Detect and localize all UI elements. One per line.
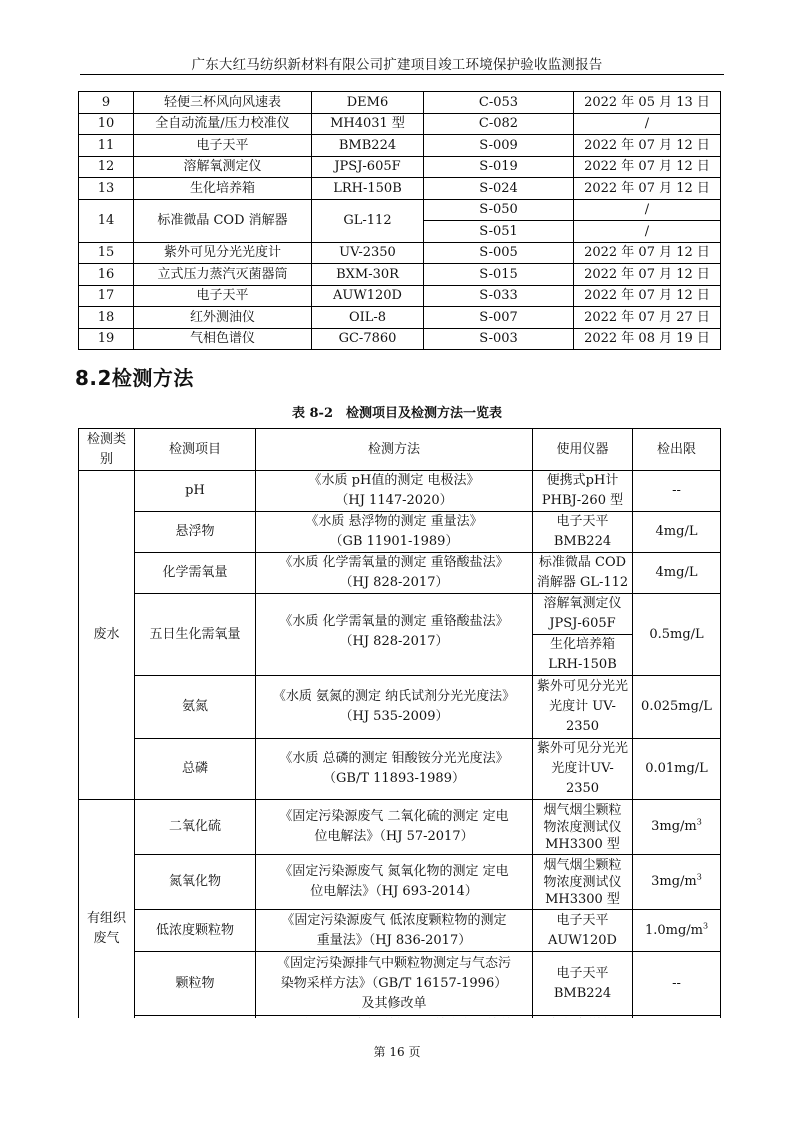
table-header-row bbox=[79, 429, 721, 471]
instrument-cell: 电子天平 AUW120D bbox=[533, 910, 633, 952]
instrument-cell: 电子天平 BMB224 bbox=[533, 512, 633, 553]
table-row bbox=[79, 855, 721, 910]
page-bottom-margin bbox=[0, 1018, 794, 1123]
calibration-date-cell: 2022 年 07 月 12 日 bbox=[574, 242, 721, 264]
equipment-id-cell: S-033 bbox=[424, 285, 574, 307]
limit-cell: $1.0mg/m^3$ bbox=[633, 910, 721, 952]
table-row bbox=[79, 328, 721, 350]
page-number: 第 16 页 bbox=[373, 1045, 421, 1059]
table-row bbox=[79, 285, 721, 307]
table-row bbox=[79, 156, 721, 178]
method-cell: 《水质 氨氮的测定 纳氏试剂分光光度法》 （HJ 535-2009） bbox=[256, 676, 533, 739]
model-cell: OIL-8 bbox=[312, 307, 424, 329]
item-cell: 颗粒物 bbox=[135, 952, 256, 1016]
calibration-date-cell: 2022 年 08 月 19 日 bbox=[574, 328, 721, 350]
row-number-cell: 14 bbox=[79, 199, 134, 242]
method-cell: 《固定污染源废气 低浓度颗粒物的测定 重量法》（HJ 836-2017） bbox=[256, 910, 533, 952]
row-number-cell: 12 bbox=[79, 156, 134, 178]
limit-cell: 4mg/L bbox=[633, 512, 721, 553]
calibration-date-cell: 2022 年 07 月 12 日 bbox=[574, 135, 721, 157]
equipment-id-cell: S-005 bbox=[424, 242, 574, 264]
equipment-id-cell: S-009 bbox=[424, 135, 574, 157]
equipment-id-cell: S-019 bbox=[424, 156, 574, 178]
limit-cell: 4mg/L bbox=[633, 553, 721, 594]
row-number-cell: 13 bbox=[79, 178, 134, 200]
table-row bbox=[79, 199, 721, 221]
model-cell: JPSJ-605F bbox=[312, 156, 424, 178]
item-cell: 低浓度颗粒物 bbox=[135, 910, 256, 952]
instrument-cell: 烟气烟尘颗粒 物浓度测试仪 MH3300 型 bbox=[533, 855, 633, 910]
calibration-date-cell: 2022 年 07 月 12 日 bbox=[574, 178, 721, 200]
instrument-cell: 便携式pH计 PHBJ-260 型 bbox=[533, 471, 633, 512]
table-row bbox=[79, 512, 721, 553]
table-row bbox=[79, 178, 721, 200]
row-number-cell: 11 bbox=[79, 135, 134, 157]
table-row bbox=[79, 676, 721, 739]
model-cell: DEM6 bbox=[312, 92, 424, 114]
header-divider bbox=[80, 74, 724, 75]
limit-cell: -- bbox=[633, 471, 721, 512]
instrument-cell: 溶解氧测定仪 JPSJ-605F bbox=[533, 594, 633, 635]
equipment-id-cell: C-082 bbox=[424, 113, 574, 135]
table-row bbox=[79, 594, 721, 635]
row-number-cell: 15 bbox=[79, 242, 134, 264]
table-row bbox=[79, 952, 721, 1016]
model-cell: GC-7860 bbox=[312, 328, 424, 350]
method-cell: 《固定污染源排气中颗粒物测定与气态污 染物采样方法》（GB/T 16157-1996） 及其修改单 bbox=[256, 952, 533, 1016]
item-cell: pH bbox=[135, 471, 256, 512]
header-item: 检测项目 bbox=[135, 429, 256, 471]
equipment-name-cell: 立式压力蒸汽灭菌器筒 bbox=[134, 264, 312, 286]
item-cell: 悬浮物 bbox=[135, 512, 256, 553]
table-row bbox=[79, 264, 721, 286]
equipment-name-cell: 生化培养箱 bbox=[134, 178, 312, 200]
header-category: 检测类别 bbox=[79, 429, 135, 471]
method-cell: 《水质 总磷的测定 钼酸铵分光光度法》 （GB/T 11893-1989） bbox=[256, 739, 533, 800]
limit-cell: 0.01mg/L bbox=[633, 739, 721, 800]
calibration-date-cell: 2022 年 07 月 12 日 bbox=[574, 264, 721, 286]
method-cell: 《固定污染源废气 氮氧化物的测定 定电 位电解法》（HJ 693-2014） bbox=[256, 855, 533, 910]
equipment-name-cell: 紫外可见分光光度计 bbox=[134, 242, 312, 264]
row-number-cell: 19 bbox=[79, 328, 134, 350]
limit-cell: $3mg/m^3$ bbox=[633, 855, 721, 910]
model-cell: UV-2350 bbox=[312, 242, 424, 264]
calibration-date-cell: 2022 年 05 月 13 日 bbox=[574, 92, 721, 114]
limit-cell: 0.5mg/L bbox=[633, 594, 721, 676]
methods-table bbox=[78, 428, 721, 1058]
table-row bbox=[79, 113, 721, 135]
equipment-id-cell: S-050 bbox=[424, 199, 574, 221]
item-cell: 化学需氧量 bbox=[135, 553, 256, 594]
header-limit: 检出限 bbox=[633, 429, 721, 471]
equipment-name-cell: 全自动流量/压力校准仪 bbox=[134, 113, 312, 135]
equipment-id-cell: S-024 bbox=[424, 178, 574, 200]
equipment-name-cell: 电子天平 bbox=[134, 135, 312, 157]
method-cell: 《固定污染源废气 二氧化硫的测定 定电 位电解法》（HJ 57-2017） bbox=[256, 800, 533, 855]
item-cell: 总磷 bbox=[135, 739, 256, 800]
item-cell: 氨氮 bbox=[135, 676, 256, 739]
equipment-id-cell: S-051 bbox=[424, 221, 574, 243]
limit-cell: -- bbox=[633, 952, 721, 1016]
equipment-name-cell: 轻便三杯风向风速表 bbox=[134, 92, 312, 114]
model-cell: LRH-150B bbox=[312, 178, 424, 200]
equipment-name-cell: 电子天平 bbox=[134, 285, 312, 307]
row-number-cell: 10 bbox=[79, 113, 134, 135]
section-title: 8.2检测方法 bbox=[75, 366, 194, 390]
row-number-cell: 17 bbox=[79, 285, 134, 307]
model-cell: GL-112 bbox=[312, 199, 424, 242]
limit-cell: 0.025mg/L bbox=[633, 676, 721, 739]
document-header: 广东大红马纺织新材料有限公司扩建项目竣工环境保护验收监测报告 bbox=[191, 57, 603, 73]
category-waste-gas: 有组织 废气 bbox=[79, 800, 135, 1058]
header-method: 检测方法 bbox=[256, 429, 533, 471]
limit-cell: $3mg/m^3$ bbox=[633, 800, 721, 855]
header-instrument: 使用仪器 bbox=[533, 429, 633, 471]
equipment-name-cell: 红外测油仪 bbox=[134, 307, 312, 329]
calibration-date-cell: / bbox=[574, 199, 721, 221]
calibration-date-cell: 2022 年 07 月 27 日 bbox=[574, 307, 721, 329]
equipment-id-cell: S-015 bbox=[424, 264, 574, 286]
model-cell: BMB224 bbox=[312, 135, 424, 157]
equipment-name-cell: 气相色谱仪 bbox=[134, 328, 312, 350]
row-number-cell: 9 bbox=[79, 92, 134, 114]
table-row bbox=[79, 910, 721, 952]
table-row bbox=[79, 242, 721, 264]
method-cell: 《水质 pH值的测定 电极法》 （HJ 1147-2020） bbox=[256, 471, 533, 512]
equipment-name-cell: 标准微晶 COD 消解器 bbox=[134, 199, 312, 242]
table-row bbox=[79, 553, 721, 594]
calibration-date-cell: / bbox=[574, 221, 721, 243]
calibration-date-cell: 2022 年 07 月 12 日 bbox=[574, 156, 721, 178]
instrument-cell: 紫外可见分光光 光度计 UV- 2350 bbox=[533, 676, 633, 739]
instrument-cell: 紫外可见分光光 光度计UV-2350 bbox=[533, 739, 633, 800]
item-cell: 五日生化需氧量 bbox=[135, 594, 256, 676]
instrument-cell: 标准微晶 COD 消解器 GL-112 bbox=[533, 553, 633, 594]
instrument-cell: 生化培养箱 LRH-150B bbox=[533, 635, 633, 676]
model-cell: MH4031 型 bbox=[312, 113, 424, 135]
table-row bbox=[79, 135, 721, 157]
method-cell: 《水质 化学需氧量的测定 重铬酸盐法》 （HJ 828-2017） bbox=[256, 594, 533, 676]
equipment-id-cell: S-007 bbox=[424, 307, 574, 329]
equipment-id-cell: S-003 bbox=[424, 328, 574, 350]
calibration-date-cell: / bbox=[574, 113, 721, 135]
method-cell: 《水质 悬浮物的测定 重量法》 （GB 11901-1989） bbox=[256, 512, 533, 553]
table-row bbox=[79, 471, 721, 512]
table-row bbox=[79, 739, 721, 800]
method-cell: 《水质 化学需氧量的测定 重铬酸盐法》 （HJ 828-2017） bbox=[256, 553, 533, 594]
model-cell: BXM-30R bbox=[312, 264, 424, 286]
equipment-name-cell: 溶解氧测定仪 bbox=[134, 156, 312, 178]
row-number-cell: 18 bbox=[79, 307, 134, 329]
table-caption: 表 8-2 检测项目及检测方法一览表 bbox=[291, 406, 502, 421]
table-row bbox=[79, 307, 721, 329]
table-row bbox=[79, 800, 721, 855]
category-wastewater: 废水 bbox=[79, 471, 135, 800]
row-number-cell: 16 bbox=[79, 264, 134, 286]
model-cell: AUW120D bbox=[312, 285, 424, 307]
item-cell: 氮氧化物 bbox=[135, 855, 256, 910]
table-row bbox=[79, 92, 721, 114]
item-cell: 二氧化硫 bbox=[135, 800, 256, 855]
instrument-cell: 烟气烟尘颗粒 物浓度测试仪 MH3300 型 bbox=[533, 800, 633, 855]
calibration-date-cell: 2022 年 07 月 12 日 bbox=[574, 285, 721, 307]
equipment-table bbox=[78, 91, 721, 350]
instrument-cell: 电子天平 BMB224 bbox=[533, 952, 633, 1016]
equipment-id-cell: C-053 bbox=[424, 92, 574, 114]
